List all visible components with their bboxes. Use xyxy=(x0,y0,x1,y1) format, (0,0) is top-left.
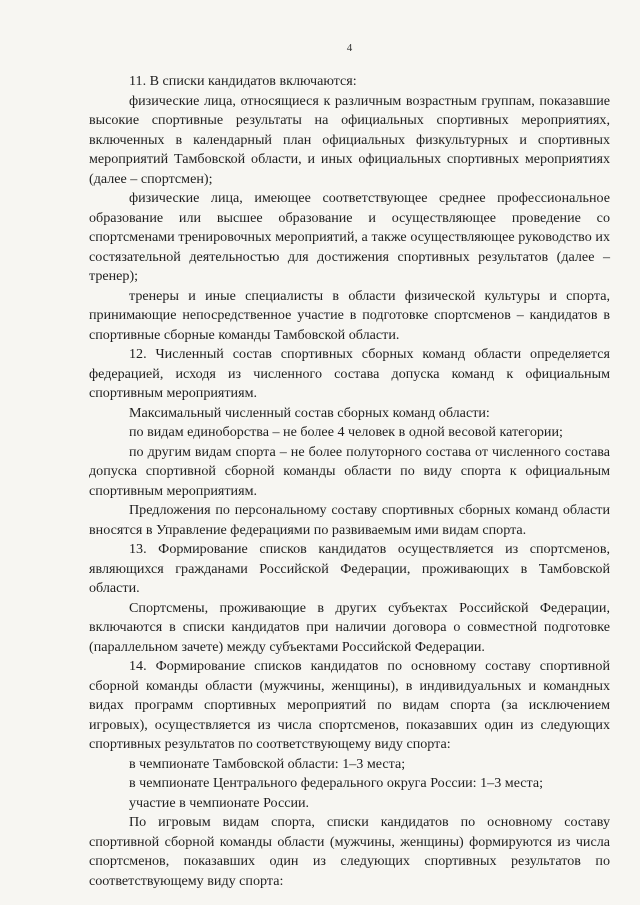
paragraph-tambov-championship: в чемпионате Тамбовской области: 1–3 места; xyxy=(129,755,406,772)
paragraph-item-11-intro: 11. В списки кандидатов включаются: xyxy=(129,73,357,89)
paragraph-max-composition: Максимальный численный состав сборных команд области: xyxy=(129,404,490,421)
paragraph-cfd-championship: в чемпионате Центрального федерального округа России: 1–3 места; xyxy=(129,775,544,791)
page-number: 4 xyxy=(346,42,353,54)
paragraph-russia-championship: участие в чемпионате России. xyxy=(129,794,310,811)
paragraph-item-14: 14. Формирование списков кандидатов по основному составу спортивной сборной команды области (мужчины, женщины), в индивидуальных и командных видах программ спортивных мероприятий по видам спорта (за исключением игровых), осуществляется из числа спортсменов, показавших один из следующих спортивных результатов по соответствующему виду спорта: xyxy=(89,658,610,752)
paragraph-proposals: Предложения по персональному составу спортивных сборных команд области вносятся в Управление федерациями по развиваемым ими видам спорта. xyxy=(89,502,610,538)
paragraph-sportsmen-definition: физические лица, относящиеся к различным возрастным группам, показавшие высокие спортивные результаты на официальных спортивных мероприятиях, включенных в календарный план официальных физкультурных и спортивных мероприятий Тамбовской области, и иных официальных спортивных мероприятиях (далее – спортсмен); xyxy=(89,92,610,187)
paragraph-specialists: тренеры и иные специалисты в области физической культуры и спорта, принимающие непосредственное участие в подготовке спортсменов – кандидатов в спортивные сборные команды Тамбовской области. xyxy=(89,287,610,343)
paragraph-other-regions: Спортсмены, проживающие в других субъектах Российской Федерации, включаются в списки кандидатов при наличии договора о совместной подготовке (параллельном зачете) между субъектами Российской Федерации. xyxy=(89,599,610,655)
paragraph-combat-sports: по видам единоборства – не более 4 человек в одной весовой категории; xyxy=(129,424,563,440)
paragraph-coach-definition: физические лица, имеющее соответствующее среднее профессиональное образование или высшее образование и осуществляющее проведение со спортсменами тренировочных мероприятий, а также осуществляющее руководство их состязательной деятельностью для достижения спортивных результатов (далее – тренер); xyxy=(89,190,610,284)
paragraph-team-sports: По игровым видам спорта, списки кандидатов по основному составу спортивной сборной команды области (мужчины, женщины) формируются из числа спортсменов, показавших один из следующих спортивных результатов по соответствующему виду спорта: xyxy=(89,814,610,889)
paragraph-item-13: 13. Формирование списков кандидатов осуществляется из спортсменов, являющихся гражданами Российской Федерации, проживающих в Тамбовской области. xyxy=(89,541,610,596)
paragraph-other-sports: по другим видам спорта – не более полуторного состава от численного состава допуска спортивной сборной команды области по виду спорта к официальным спортивным мероприятиям. xyxy=(89,443,610,499)
paragraph-item-12: 12. Численный состав спортивных сборных команд области определяется федерацией, исходя из численного состава допуска команд к официальным спортивным мероприятиям. xyxy=(89,346,610,401)
